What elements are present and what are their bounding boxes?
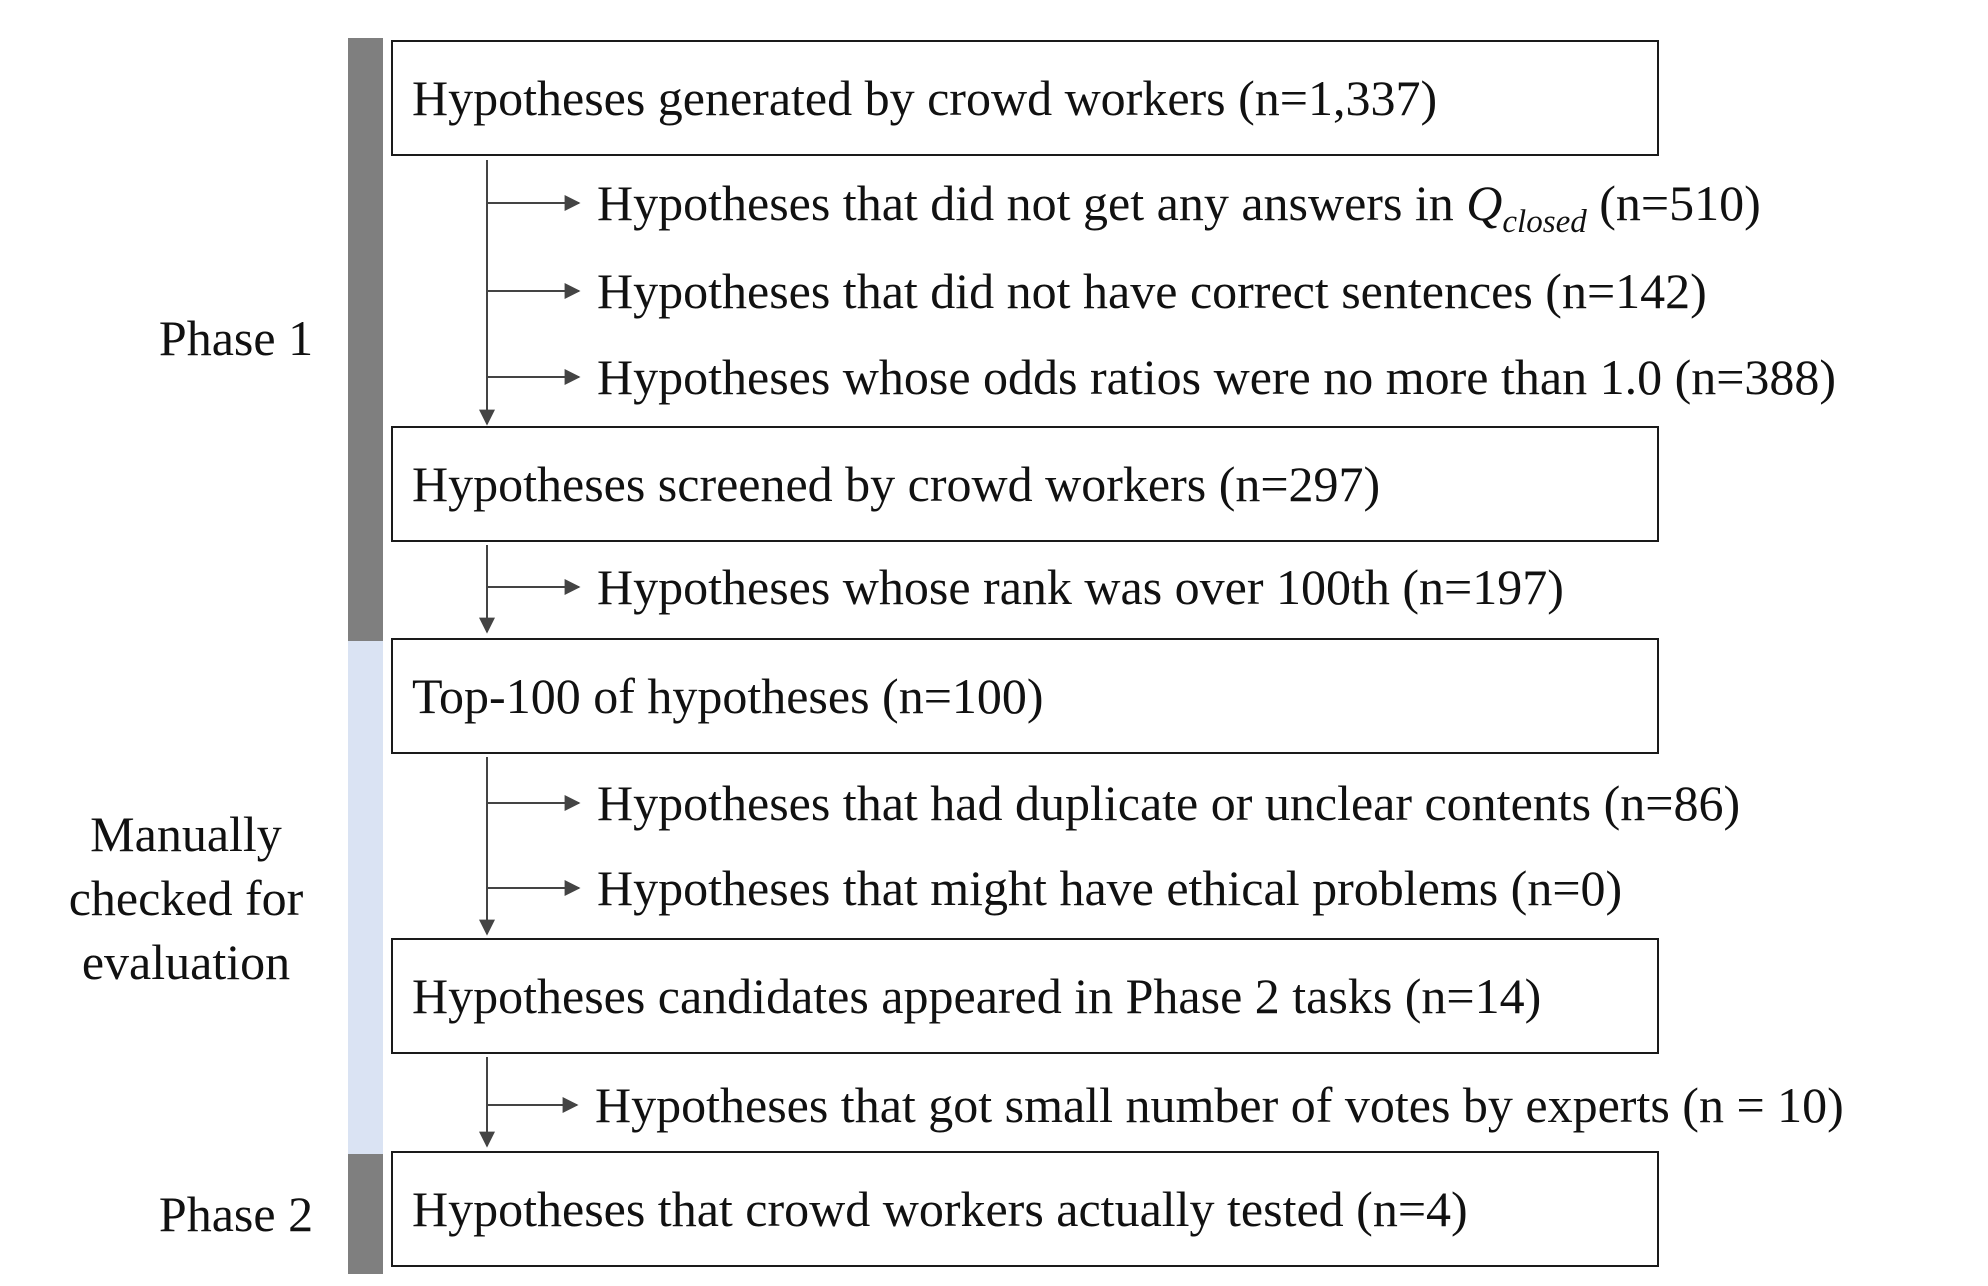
exclusion-text-before: Hypotheses that did not get any answers in — [597, 175, 1467, 231]
stage-label-line: Manually — [90, 806, 282, 862]
node-text: Hypotheses candidates appeared in Phase 2 tasks (n=14) — [412, 968, 1542, 1024]
stage-label-line: evaluation — [81, 934, 291, 990]
node-screened — [391, 426, 1659, 542]
exclusion-incorrect-sentences: Hypotheses that did not have correct sentences (n=142) — [597, 263, 1707, 319]
stage-label-line: checked for — [68, 870, 304, 926]
exclusion-ethical-problems: Hypotheses that might have ethical problems (n=0) — [597, 860, 1623, 916]
node-text: Hypotheses generated by crowd workers (n=1,337) — [412, 70, 1438, 126]
exclusion-text-after: (n=510) — [1586, 175, 1761, 231]
exclusion-rank-over-100: Hypotheses whose rank was over 100th (n=197) — [597, 559, 1564, 615]
exclusion-no-answers — [597, 173, 1761, 252]
node-tested — [391, 1151, 1659, 1267]
exclusion-duplicate-unclear: Hypotheses that had duplicate or unclear contents (n=86) — [597, 775, 1741, 831]
stage-label-line: Phase 2 — [158, 1186, 314, 1242]
stage-label-line: Phase 1 — [158, 310, 314, 366]
node-text: Hypotheses that crowd workers actually tested (n=4) — [412, 1181, 1468, 1237]
exclusion-few-votes: Hypotheses that got small number of votes by experts (n = 10) — [595, 1077, 1844, 1133]
node-text: Hypotheses screened by crowd workers (n=297) — [412, 456, 1381, 512]
exclusion-odds-ratio: Hypotheses whose odds ratios were no more than 1.0 (n=388) — [597, 349, 1837, 405]
q-closed-subscript: closed — [1502, 204, 1587, 240]
node-text: Top-100 of hypotheses (n=100) — [412, 668, 1044, 724]
q-closed-symbol: Q — [1466, 175, 1503, 231]
node-top100 — [391, 638, 1659, 754]
node-generated — [391, 40, 1659, 156]
node-candidates — [391, 938, 1659, 1054]
